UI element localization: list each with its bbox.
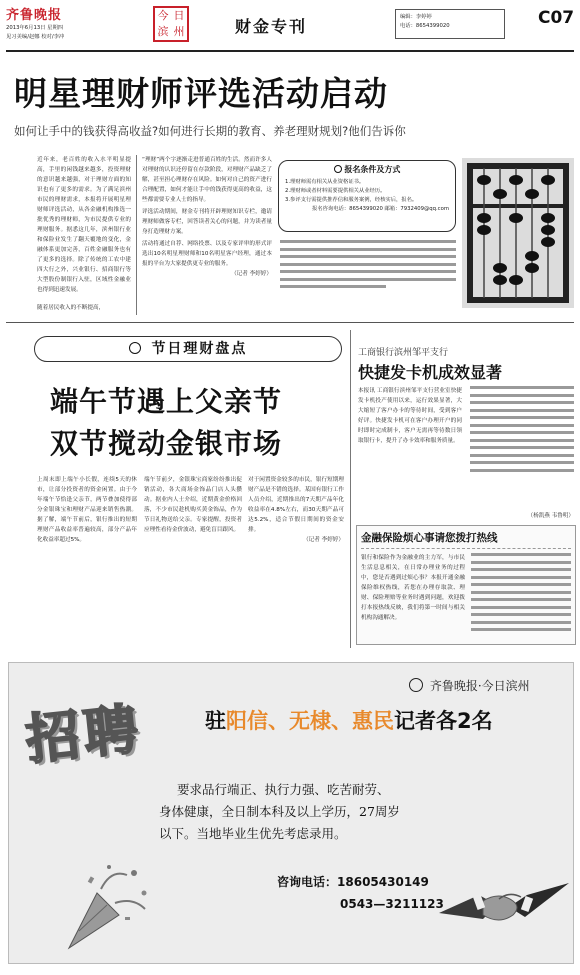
- ad-headline-county: 惠民: [352, 709, 394, 733]
- phone-number: 18605430149: [337, 875, 429, 889]
- req-line: 以下。当地毕业生优先考虑录用。: [159, 826, 347, 841]
- today-binzhou-badge: [153, 6, 189, 42]
- editor-credit: 见习美编/赵娜 校对/李冲: [6, 34, 65, 40]
- party-popper-icon: [49, 853, 159, 953]
- lead-subheadline: 如何让手中的钱获得高收益?如何进行长期的教育、养老理财规划?他们告诉你: [14, 124, 406, 138]
- badge-char: 滨: [157, 25, 169, 38]
- festival-banner: [34, 336, 342, 362]
- contact-box: [395, 9, 505, 39]
- ad-brand-text: 齐鲁晚报·今日滨州: [429, 679, 530, 693]
- ad-phone: [277, 871, 444, 915]
- insurance-text-continued: [471, 553, 571, 636]
- clock-icon: [129, 342, 141, 354]
- lead-col2-p3: 活动将通过自荐、网络投票、以及专家评审的形式评选出10名明星理财师和10名明星客户经理，通过本报的平台为大家提供更专业的服务。: [142, 241, 272, 267]
- ad-brand: [409, 677, 530, 694]
- festival-col3-text: 对于闲置资金较多的市民，银行短期理财产品是不错的选择。某国有银行工作人员介绍，近期推出的7天期产品年化收益率在4.8%左右，而30天期产品可达5.2%，适合节假日期间的资金安排。: [248, 477, 344, 533]
- signup-item: 2.理财师或者材料需要提供相关从业经历。: [285, 188, 386, 194]
- recruit-logo-text: 招聘: [22, 695, 145, 772]
- news-byline: （杨凯燕 韦鲁明）: [527, 513, 574, 519]
- contact-editor: 编辑：李婷婷: [400, 14, 432, 20]
- signup-item: 1.理财师需有相关从业资格证书。: [285, 179, 365, 185]
- festival-column-2: 端午节前夕，金银珠宝商家纷纷推出促销活动，各大商场金饰品门店人头攒动。据业内人士介绍，近期黄金价格回落，不少市民趁机购买黄金饰品，作为节日礼物送给父亲。专家提醒，投资者应理性看待金价波动，避免盲目跟风。: [144, 477, 242, 533]
- festival-banner-text: 节日理财盘点: [151, 341, 248, 357]
- news-text-continued: [470, 386, 574, 476]
- ad-headline-suffix: 记者各2名: [394, 709, 493, 733]
- paper-logo: 齐鲁晚报: [6, 8, 63, 23]
- signup-item: 3.参评支行需提供推荐信和服务案例，经核实后，报名。: [285, 197, 418, 203]
- insurance-text: 银行和保险作为金融业的主力军，与市民生活息息相关，在日常办理业务的过程中，您是否遇到过烦心事？本报开通金融保险维权热线，若您在办理存取款、理财、保险理赔等业务时遇到问题，欢迎拨打本报热线反映，我们将第一时间与相关机构沟通解决。: [361, 555, 465, 621]
- page-number: C07: [538, 8, 575, 28]
- signup-title-text: 报名条件及方式: [344, 164, 401, 174]
- festival-column-1: 上周末即上端午小长假，连续5天的休市，让部分投资者的资金闲置。由于今年端午节恰逢父亲节，两节叠加使得部分金银珠宝和理财产品迎来销售热潮。据了解，端午节前后，银行推出的短期理财产品收益率普遍较高，部分产品年化收益率超过5%。: [37, 477, 137, 543]
- issue-date: 2013年6月13日 星期四: [6, 25, 64, 31]
- festival-headline-2: 双节搅动金银市场: [50, 427, 283, 460]
- badge-char: 今: [157, 9, 169, 22]
- festival-column-3: [248, 475, 344, 640]
- insurance-box: [356, 525, 576, 645]
- insurance-headline: 金融保险烦心事请您拨打热线: [361, 530, 571, 549]
- lead-headline: 明星理财师评选活动启动: [14, 74, 388, 113]
- lead-column-2: [142, 155, 272, 315]
- ad-headline-county: 无棣、: [289, 709, 352, 733]
- masthead-rule: [6, 50, 574, 52]
- festival-byline: （记者 李婷婷）: [303, 537, 344, 543]
- req-line: 身体健康，全日制本科及以上学历，27周岁: [159, 804, 400, 819]
- badge-char: 日: [173, 9, 185, 22]
- lead-continued-text: [280, 240, 456, 314]
- lead-col2-p2: 评选活动期间，财金专刊将开辟理财知识专栏，邀请理财师做客专栏，回答读者关心的问题，并为读者量身打造理财方案。: [142, 209, 272, 235]
- lead-column-1-footer: 随着居民收入的不断提高，: [37, 305, 105, 311]
- ad-headline: [205, 705, 493, 735]
- req-line: 要求品行端正、执行力强、吃苦耐劳、: [177, 782, 390, 797]
- badge-char: 州: [173, 25, 185, 38]
- abacus-photo: [462, 158, 574, 308]
- signup-contact: 报名咨询电话：8654399020 邮箱：7932409@qq.com: [312, 206, 449, 212]
- ad-headline-county: 阳信、: [226, 709, 289, 733]
- insurance-body: [361, 553, 571, 649]
- news-text: 本报讯 工商银行滨州邹平支行营业室快捷发卡机投产使用以来，运行效果显著，大大缩短了客户办卡的等待时间，受到客户好评。快捷发卡机可在客户办理开户的同时即时完成制卡，客户无需再等待数日领取银行卡，提升了办卡效率和服务质量。: [358, 388, 462, 444]
- festival-headline-1: 端午节遇上父亲节: [50, 385, 283, 418]
- recruitment-ad: [8, 662, 574, 964]
- signup-box: [278, 160, 456, 232]
- signup-title: [285, 164, 449, 175]
- section-rule: [6, 322, 574, 323]
- column-divider: [136, 155, 137, 315]
- recruit-logo: [22, 680, 199, 771]
- lead-column-1: 近年来，老百姓的收入水平明显提高，手里的闲钱越来越多，投资理财的意识越来越强，对于理财方面的知识也有了更多的需求。为了满足滨州市民的理财需求，本报将开展明星理财师评选活动，从各金融机构推选一批优秀的理财师，为市民提供专业的理财服务。据悉这几年，滨州银行业和保险业发生了翻天覆地的变化，金融体系更加完善，百姓金融服务也有了更多的选择。除了传统的工农中建四大行之外，兴业银行、招商银行等大型股份制银行入驻，区域性金融业也得到迅速发展。: [37, 157, 131, 293]
- paper-logo-icon: [409, 678, 423, 692]
- ad-requirements: [159, 779, 489, 845]
- column-divider: [350, 330, 351, 648]
- lead-col2-p1: “理财”两个字逐渐走进普通百姓的生活。然而许多人对理财的认识还停留在存款阶段，对理财产品缺乏了解，甚至担心理财存在风险。如何对自己的资产进行合理配置，如何才能让手中的钱获得更高的收益，这些都需要专业人士的指导。: [142, 157, 272, 203]
- contact-phone: 电话：8654399020: [400, 23, 450, 29]
- abacus-icon: [462, 158, 574, 308]
- ad-headline-prefix: 驻: [205, 709, 226, 733]
- phone-number: 0543—3211123: [340, 897, 444, 911]
- news-kicker: 工商银行滨州邹平支行: [358, 348, 449, 358]
- clock-icon: [334, 165, 342, 173]
- news-headline: 快捷发卡机成效显著: [358, 363, 503, 382]
- lead-col2-byline: （记者 李婷婷）: [231, 271, 272, 277]
- news-body: [358, 386, 574, 512]
- phone-label: 咨询电话：: [277, 875, 338, 889]
- masthead: [0, 0, 580, 52]
- section-title: 财金专刊: [235, 17, 308, 36]
- handshake-icon: [439, 843, 569, 958]
